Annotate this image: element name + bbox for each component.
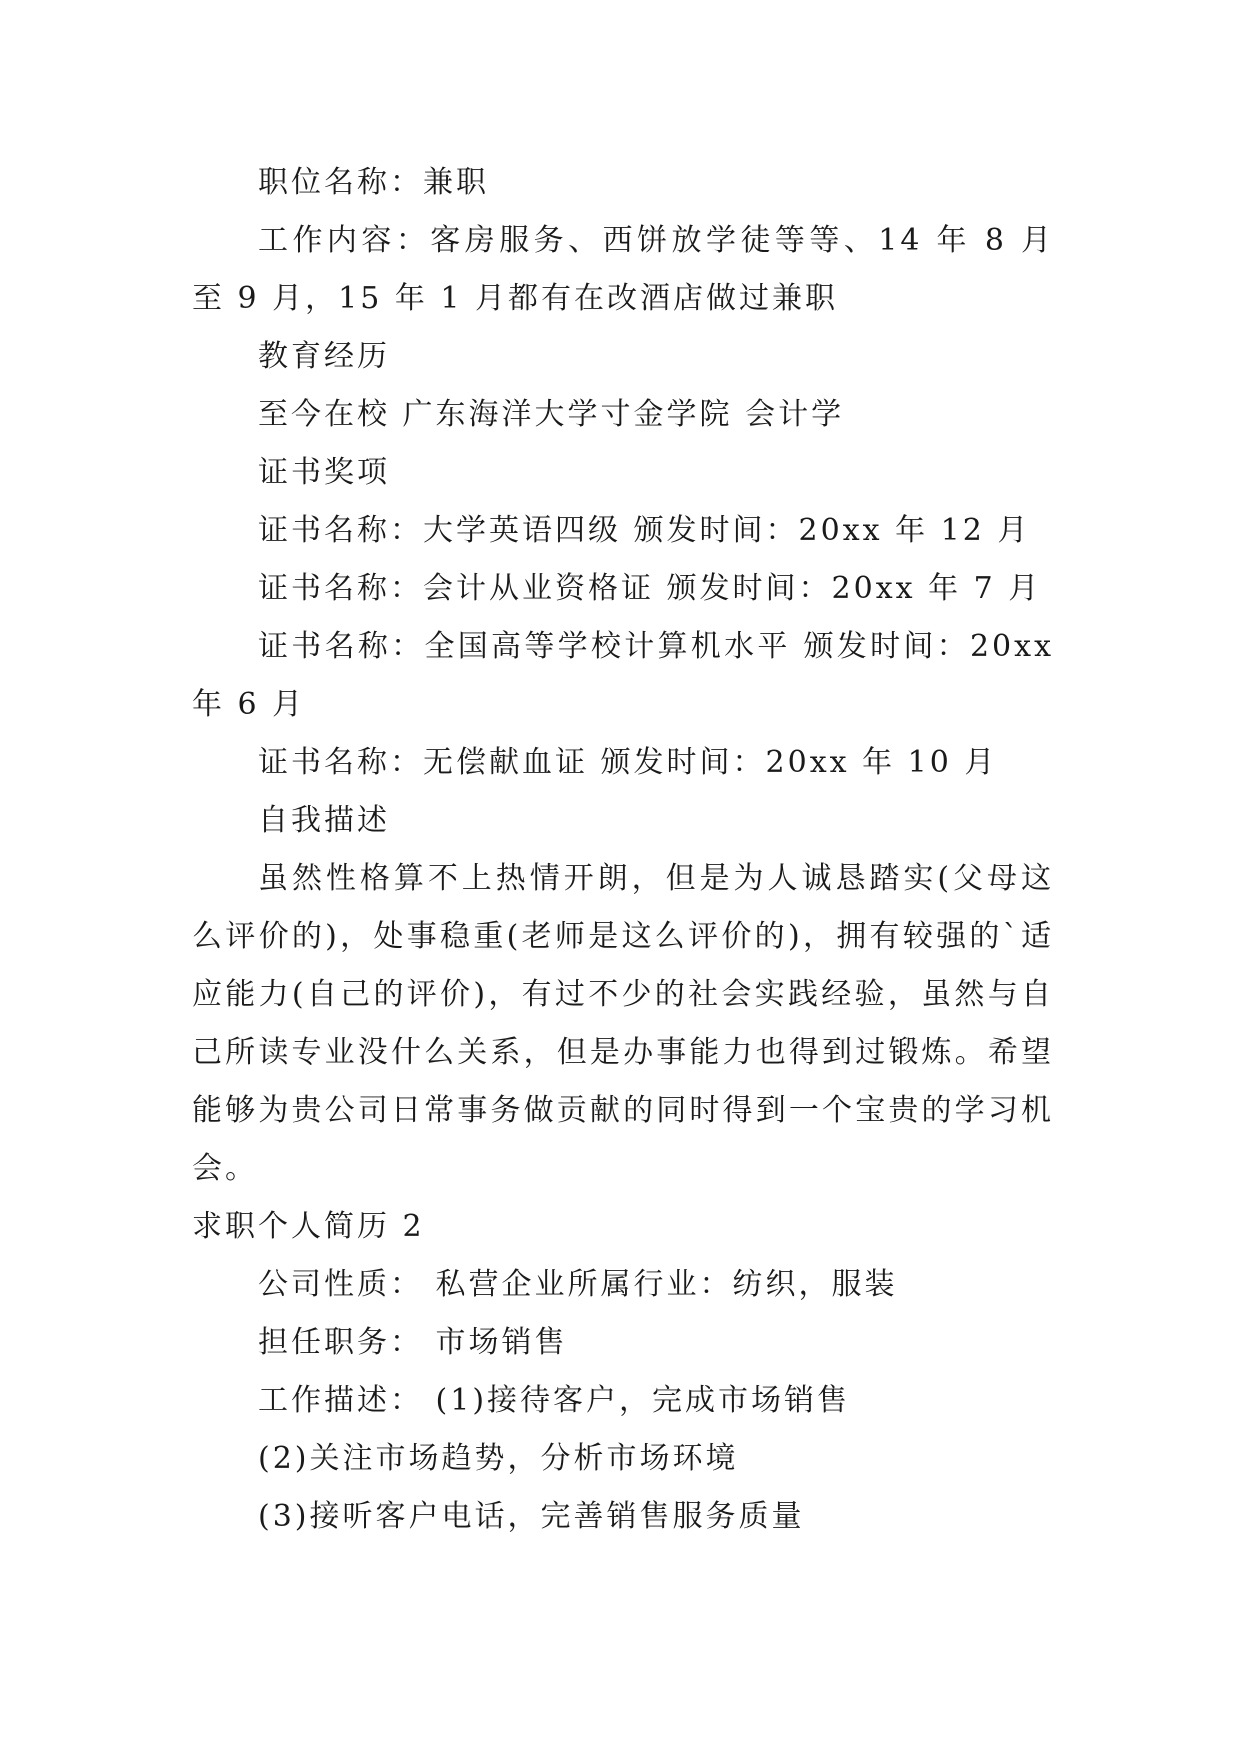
certificate-item: 证书名称：大学英语四级 颁发时间：20xx 年 12 月 — [258, 513, 1031, 548]
position-line: 担任职务： 市场销售 — [258, 1325, 568, 1360]
education-detail: 至今在校 广东海洋大学寸金学院 会计学 — [258, 397, 845, 432]
certificate-item: 证书名称：全国高等学校计算机水平 颁发时间：20xx 年 6 月 — [192, 629, 1054, 722]
certificate-item: 证书名称：无偿献血证 颁发时间：20xx 年 10 月 — [258, 745, 998, 780]
work-content-paragraph: 工作内容：客房服务、西饼放学徒等等、14 年 8 月至 9 月，15 年 1 月都有在改酒店做过兼职 — [192, 223, 1054, 316]
self-description-paragraph: 虽然性格算不上热情开朗，但是为人诚恳踏实(父母这么评价的)，处事稳重(老师是这么评价的)，拥有较强的`适应能力(自己的评价)，有过不少的社会实践经验，虽然与自己所读专业没什么关系，但是办事能力也得到过锻炼。希望能够为贵公司日常事务做贡献的同时得到一个宝贵的学习机会。 — [192, 861, 1054, 1186]
duty-item: (3)接听客户电话，完善销售服务质量 — [258, 1499, 805, 1534]
document-body — [192, 154, 1054, 1546]
certificates-heading: 证书奖项 — [258, 455, 390, 490]
self-description-heading: 自我描述 — [258, 803, 390, 838]
education-heading: 教育经历 — [258, 339, 390, 374]
work-description-line: 工作描述： (1)接待客户，完成市场销售 — [258, 1383, 851, 1418]
certificate-item: 证书名称：会计从业资格证 颁发时间：20xx 年 7 月 — [258, 571, 1042, 606]
job-title-line: 职位名称：兼职 — [258, 165, 489, 200]
resume-2-heading: 求职个人简历 2 — [192, 1209, 425, 1244]
company-nature-line: 公司性质： 私营企业所属行业：纺织，服装 — [258, 1267, 898, 1302]
duty-item: (2)关注市场趋势，分析市场环境 — [258, 1441, 739, 1476]
